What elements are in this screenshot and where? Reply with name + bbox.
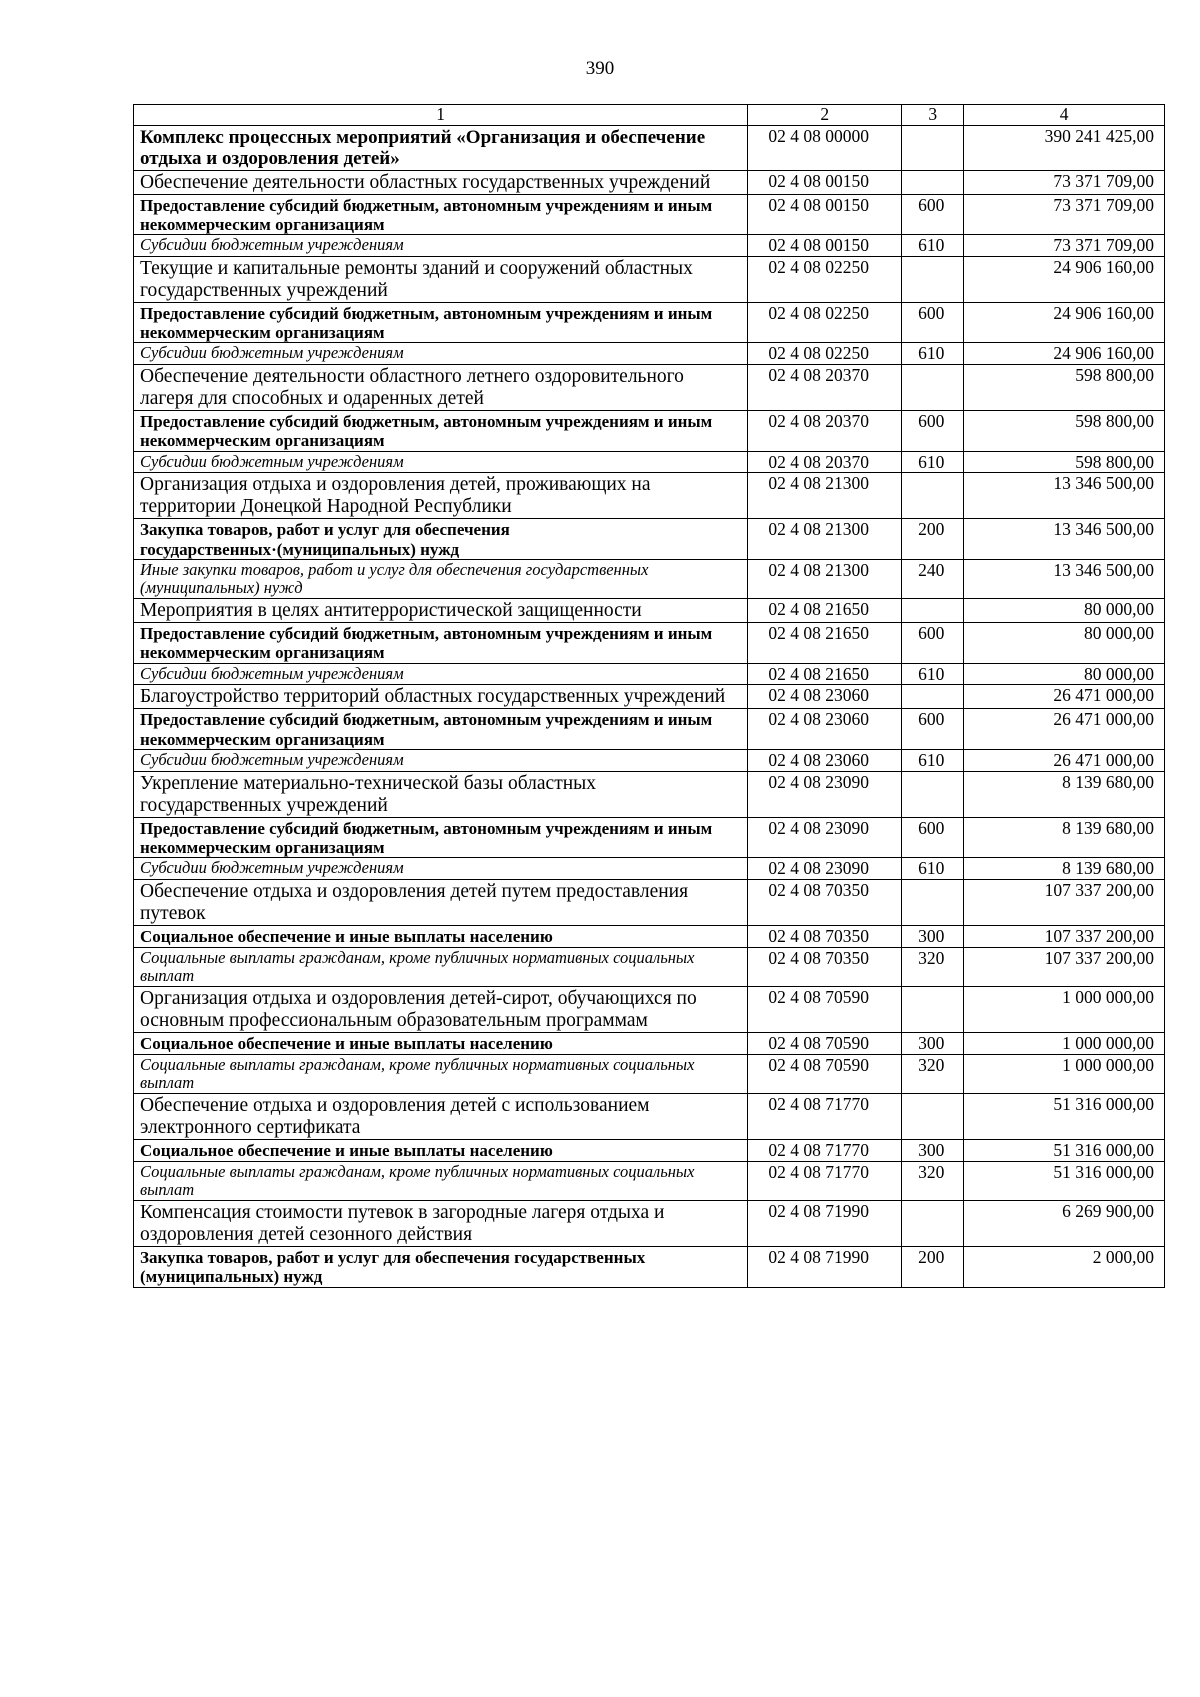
row-amount-cell: 390 241 425,00: [964, 125, 1165, 170]
row-amount-cell: 80 000,00: [964, 623, 1165, 663]
row-type-cell: [902, 125, 964, 170]
table-row: [134, 749, 1165, 771]
table-row: [134, 623, 1165, 663]
row-amount-cell: 107 337 200,00: [964, 947, 1165, 986]
row-code-cell: 02 4 08 70350: [748, 879, 902, 925]
row-type-cell: 300: [902, 1032, 964, 1054]
row-type-cell: 300: [902, 1140, 964, 1162]
table-row: [134, 771, 1165, 817]
column-number-3: 3: [902, 105, 964, 126]
table-row: [134, 879, 1165, 925]
table-row: [134, 256, 1165, 302]
row-name-cell: Социальное обеспечение и иные выплаты населению: [134, 925, 748, 947]
row-name-cell: Социальные выплаты гражданам, кроме публичных нормативных социальных выплат: [134, 1161, 748, 1200]
row-code-cell: 02 4 08 02250: [748, 302, 902, 342]
row-amount-cell: 73 371 709,00: [964, 235, 1165, 257]
table-row: [134, 473, 1165, 519]
row-code-cell: 02 4 08 71990: [748, 1201, 902, 1247]
row-amount-cell: 8 139 680,00: [964, 858, 1165, 880]
row-type-cell: 240: [902, 559, 964, 598]
row-name-cell: Предоставление субсидий бюджетным, автономным учреждениям и иным некоммерческим организациям: [134, 411, 748, 451]
row-code-cell: 02 4 08 20370: [748, 411, 902, 451]
row-type-cell: 610: [902, 663, 964, 685]
row-name-cell: Закупка товаров, работ и услуг для обеспечения государственных (муниципальных) нужд: [134, 1247, 748, 1287]
row-code-cell: 02 4 08 23090: [748, 771, 902, 817]
row-code-cell: 02 4 08 00150: [748, 194, 902, 234]
row-amount-cell: 6 269 900,00: [964, 1201, 1165, 1247]
row-code-cell: 02 4 08 20370: [748, 451, 902, 473]
row-name-cell: Предоставление субсидий бюджетным, автономным учреждениям и иным некоммерческим организациям: [134, 194, 748, 234]
row-type-cell: [902, 473, 964, 519]
row-type-cell: 300: [902, 925, 964, 947]
row-code-cell: 02 4 08 02250: [748, 256, 902, 302]
column-number-4: 4: [964, 105, 1165, 126]
row-amount-cell: 13 346 500,00: [964, 519, 1165, 559]
row-amount-cell: 598 800,00: [964, 365, 1165, 411]
row-name-cell: Предоставление субсидий бюджетным, автономным учреждениям и иным некоммерческим организациям: [134, 623, 748, 663]
row-amount-cell: 1 000 000,00: [964, 1032, 1165, 1054]
row-type-cell: 200: [902, 1247, 964, 1287]
row-amount-cell: 13 346 500,00: [964, 473, 1165, 519]
row-amount-cell: 1 000 000,00: [964, 1054, 1165, 1093]
row-type-cell: 600: [902, 709, 964, 749]
row-name-cell: Закупка товаров, работ и услуг для обеспечения государственных·(муниципальных) нужд: [134, 519, 748, 559]
row-code-cell: 02 4 08 70350: [748, 925, 902, 947]
column-number-2: 2: [748, 105, 902, 126]
row-type-cell: [902, 685, 964, 709]
row-type-cell: 200: [902, 519, 964, 559]
row-name-cell: Социальное обеспечение и иные выплаты населению: [134, 1140, 748, 1162]
table-row: [134, 947, 1165, 986]
row-code-cell: 02 4 08 70350: [748, 947, 902, 986]
row-type-cell: [902, 771, 964, 817]
row-name-cell: Комплекс процессных мероприятий «Организация и обеспечение отдыха и оздоровления детей»: [134, 125, 748, 170]
row-code-cell: 02 4 08 70590: [748, 986, 902, 1032]
row-type-cell: [902, 879, 964, 925]
row-amount-cell: 26 471 000,00: [964, 709, 1165, 749]
row-type-cell: [902, 986, 964, 1032]
row-type-cell: 610: [902, 343, 964, 365]
row-code-cell: 02 4 08 02250: [748, 343, 902, 365]
row-name-cell: Обеспечение деятельности областных государственных учреждений: [134, 170, 748, 194]
column-number-1: 1: [134, 105, 748, 126]
row-name-cell: Текущие и капитальные ремонты зданий и сооружений областных государственных учреждений: [134, 256, 748, 302]
row-type-cell: 320: [902, 1161, 964, 1200]
row-code-cell: 02 4 08 00150: [748, 170, 902, 194]
row-name-cell: Субсидии бюджетным учреждениям: [134, 749, 748, 771]
table-row: [134, 411, 1165, 451]
row-name-cell: Предоставление субсидий бюджетным, автономным учреждениям и иным некоммерческим организациям: [134, 709, 748, 749]
row-amount-cell: 80 000,00: [964, 663, 1165, 685]
row-amount-cell: 51 316 000,00: [964, 1161, 1165, 1200]
row-type-cell: 320: [902, 947, 964, 986]
row-name-cell: Организация отдыха и оздоровления детей, проживающих на территории Донецкой Народной Республики: [134, 473, 748, 519]
row-type-cell: 600: [902, 302, 964, 342]
table-row: [134, 709, 1165, 749]
table-row: [134, 858, 1165, 880]
row-name-cell: Субсидии бюджетным учреждениям: [134, 663, 748, 685]
row-type-cell: [902, 1201, 964, 1247]
row-name-cell: Социальное обеспечение и иные выплаты населению: [134, 1032, 748, 1054]
row-code-cell: 02 4 08 21300: [748, 559, 902, 598]
row-amount-cell: 107 337 200,00: [964, 925, 1165, 947]
table-row: [134, 451, 1165, 473]
row-amount-cell: 51 316 000,00: [964, 1093, 1165, 1139]
table-row: [134, 1054, 1165, 1093]
row-name-cell: Организация отдыха и оздоровления детей-сирот, обучающихся по основным профессиональным образовательным программам: [134, 986, 748, 1032]
row-code-cell: 02 4 08 21650: [748, 663, 902, 685]
row-name-cell: Обеспечение отдыха и оздоровления детей с использованием электронного сертификата: [134, 1093, 748, 1139]
row-code-cell: 02 4 08 23060: [748, 709, 902, 749]
row-name-cell: Мероприятия в целях антитеррористической защищенности: [134, 599, 748, 623]
row-amount-cell: 73 371 709,00: [964, 170, 1165, 194]
row-name-cell: Укрепление материально-технической базы областных государственных учреждений: [134, 771, 748, 817]
row-amount-cell: 51 316 000,00: [964, 1140, 1165, 1162]
row-code-cell: 02 4 08 23090: [748, 858, 902, 880]
row-amount-cell: 13 346 500,00: [964, 559, 1165, 598]
table-row: [134, 302, 1165, 342]
row-name-cell: Субсидии бюджетным учреждениям: [134, 343, 748, 365]
row-amount-cell: 24 906 160,00: [964, 343, 1165, 365]
row-amount-cell: 1 000 000,00: [964, 986, 1165, 1032]
row-code-cell: 02 4 08 21300: [748, 473, 902, 519]
table-row: [134, 1247, 1165, 1287]
page-number: 390: [585, 58, 615, 79]
row-name-cell: Иные закупки товаров, работ и услуг для обеспечения государственных (муниципальных) нужд: [134, 559, 748, 598]
row-code-cell: 02 4 08 71990: [748, 1247, 902, 1287]
row-name-cell: Субсидии бюджетным учреждениям: [134, 451, 748, 473]
row-amount-cell: 598 800,00: [964, 411, 1165, 451]
table-row: [134, 685, 1165, 709]
row-name-cell: Компенсация стоимости путевок в загородные лагеря отдыха и оздоровления детей сезонного действия: [134, 1201, 748, 1247]
table-row: [134, 170, 1165, 194]
budget-table: [133, 104, 1165, 1288]
row-name-cell: Предоставление субсидий бюджетным, автономным учреждениям и иным некоммерческим организациям: [134, 817, 748, 857]
row-code-cell: 02 4 08 23060: [748, 749, 902, 771]
row-code-cell: 02 4 08 21300: [748, 519, 902, 559]
row-code-cell: 02 4 08 71770: [748, 1093, 902, 1139]
table-row: [134, 1140, 1165, 1162]
row-type-cell: 610: [902, 451, 964, 473]
row-type-cell: [902, 365, 964, 411]
row-code-cell: 02 4 08 00000: [748, 125, 902, 170]
table-row: [134, 194, 1165, 234]
row-code-cell: 02 4 08 70590: [748, 1032, 902, 1054]
row-type-cell: 600: [902, 623, 964, 663]
table-row: [134, 235, 1165, 257]
row-amount-cell: 598 800,00: [964, 451, 1165, 473]
table-row: [134, 1032, 1165, 1054]
table-row: [134, 1201, 1165, 1247]
row-code-cell: 02 4 08 21650: [748, 623, 902, 663]
budget-table-body: [134, 105, 1165, 1288]
row-name-cell: Социальные выплаты гражданам, кроме публичных нормативных социальных выплат: [134, 1054, 748, 1093]
row-type-cell: [902, 599, 964, 623]
table-row: [134, 365, 1165, 411]
row-amount-cell: 8 139 680,00: [964, 817, 1165, 857]
row-code-cell: 02 4 08 00150: [748, 235, 902, 257]
row-code-cell: 02 4 08 71770: [748, 1161, 902, 1200]
table-row: [134, 925, 1165, 947]
row-type-cell: 600: [902, 817, 964, 857]
row-type-cell: 600: [902, 194, 964, 234]
row-amount-cell: 80 000,00: [964, 599, 1165, 623]
table-row: [134, 125, 1165, 170]
row-name-cell: Обеспечение деятельности областного летнего оздоровительного лагеря для способных и одаренных детей: [134, 365, 748, 411]
row-type-cell: [902, 1093, 964, 1139]
row-code-cell: 02 4 08 23090: [748, 817, 902, 857]
table-row: [134, 817, 1165, 857]
row-amount-cell: 24 906 160,00: [964, 256, 1165, 302]
row-name-cell: Предоставление субсидий бюджетным, автономным учреждениям и иным некоммерческим организациям: [134, 302, 748, 342]
row-amount-cell: 26 471 000,00: [964, 685, 1165, 709]
row-type-cell: 610: [902, 235, 964, 257]
row-type-cell: 320: [902, 1054, 964, 1093]
row-name-cell: Субсидии бюджетным учреждениям: [134, 858, 748, 880]
row-type-cell: 610: [902, 749, 964, 771]
row-amount-cell: 8 139 680,00: [964, 771, 1165, 817]
table-row: [134, 1093, 1165, 1139]
row-type-cell: [902, 256, 964, 302]
row-type-cell: 600: [902, 411, 964, 451]
row-amount-cell: 26 471 000,00: [964, 749, 1165, 771]
table-row: [134, 663, 1165, 685]
row-code-cell: 02 4 08 21650: [748, 599, 902, 623]
row-type-cell: 610: [902, 858, 964, 880]
table-row: [134, 519, 1165, 559]
row-name-cell: Социальные выплаты гражданам, кроме публичных нормативных социальных выплат: [134, 947, 748, 986]
row-name-cell: Благоустройство территорий областных государственных учреждений: [134, 685, 748, 709]
row-code-cell: 02 4 08 71770: [748, 1140, 902, 1162]
column-number-row: [134, 105, 1165, 126]
row-code-cell: 02 4 08 20370: [748, 365, 902, 411]
table-row: [134, 599, 1165, 623]
row-code-cell: 02 4 08 70590: [748, 1054, 902, 1093]
table-row: [134, 559, 1165, 598]
table-row: [134, 343, 1165, 365]
row-amount-cell: 2 000,00: [964, 1247, 1165, 1287]
row-amount-cell: 107 337 200,00: [964, 879, 1165, 925]
row-code-cell: 02 4 08 23060: [748, 685, 902, 709]
table-row: [134, 1161, 1165, 1200]
row-name-cell: Обеспечение отдыха и оздоровления детей путем предоставления путевок: [134, 879, 748, 925]
row-amount-cell: 24 906 160,00: [964, 302, 1165, 342]
row-type-cell: [902, 170, 964, 194]
row-name-cell: Субсидии бюджетным учреждениям: [134, 235, 748, 257]
row-amount-cell: 73 371 709,00: [964, 194, 1165, 234]
table-row: [134, 986, 1165, 1032]
